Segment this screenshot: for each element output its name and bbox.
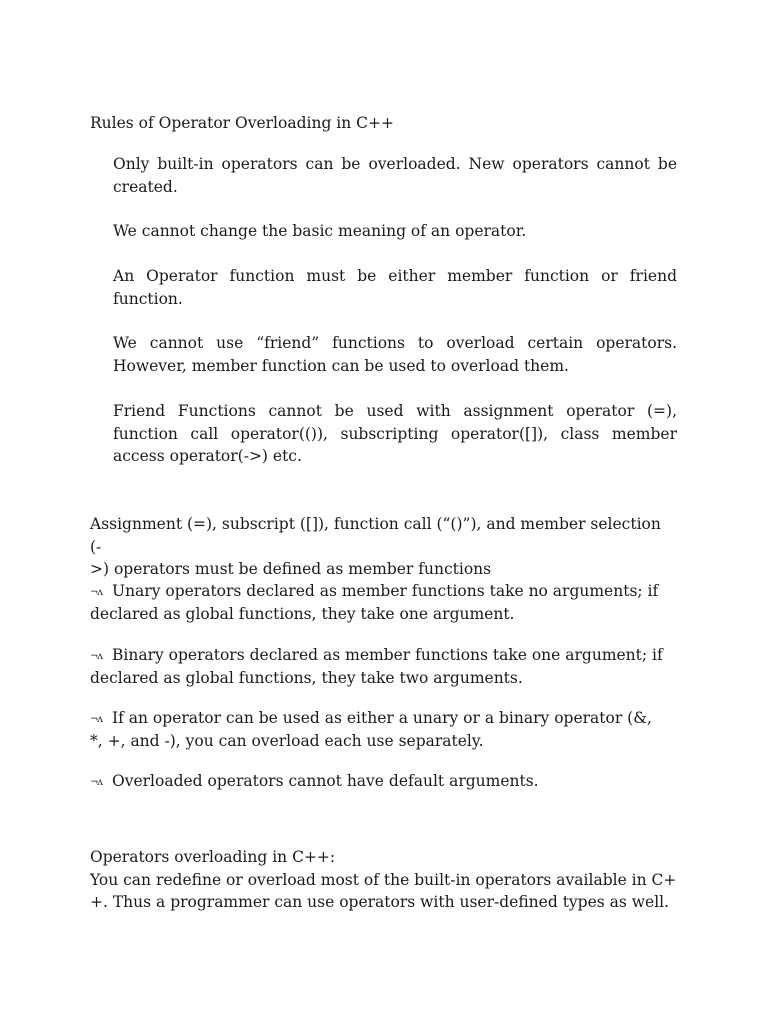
bullet-item — [90, 580, 680, 625]
assignment-note-line: >) operators must be defined as member functions — [90, 560, 492, 578]
rule-item: We cannot change the basic meaning of an operator. — [113, 222, 527, 240]
bullet-text-line: If an operator can be used as either a unary or a binary operator (&, — [112, 709, 652, 727]
document-title: Rules of Operator Overloading in C++ — [90, 114, 394, 132]
bullet-item — [90, 707, 680, 752]
bullet-text-line: declared as global functions, they take two arguments. — [90, 668, 523, 687]
bullet-item — [90, 644, 680, 689]
bullet-text-line: Binary operators declared as member functions take one argument; if — [112, 646, 663, 664]
bullet-text-line: Overloaded operators cannot have default arguments. — [112, 772, 539, 790]
section-text-line: You can redefine or overload most of the built-in operators available in C+ — [90, 870, 677, 889]
assignment-note — [90, 513, 675, 581]
section-heading: Operators overloading in C++: — [90, 848, 336, 866]
bullet-text-line: Unary operators declared as member functions take no arguments; if — [112, 582, 659, 600]
bullet-item — [90, 770, 680, 793]
rule-item: Friend Functions cannot be used with assignment operator (=), function call operator(()), subscripting operator([]), class member access operator(->) etc. — [113, 402, 677, 465]
bullet-mark-icon: ¬ʌ — [90, 777, 103, 788]
rule-item: An Operator function must be either member function or friend function. — [113, 267, 677, 308]
bullet-mark-icon: ¬ʌ — [90, 651, 103, 662]
operators-section — [90, 846, 685, 914]
bullet-text-line: declared as global functions, they take one argument. — [90, 604, 515, 623]
rule-item: We cannot use “friend” functions to overload certain operators. However, member function can be used to overload them. — [113, 334, 677, 375]
bullet-text-line: *, +, and -), you can overload each use separately. — [90, 731, 484, 750]
rule-item: Only built-in operators can be overloaded. New operators cannot be created. — [113, 155, 677, 196]
bullet-mark-icon: ¬ʌ — [90, 714, 103, 725]
section-text-line: +. Thus a programmer can use operators with user-defined types as well. — [90, 893, 670, 911]
bullet-mark-icon: ¬ʌ — [90, 587, 103, 598]
assignment-note-line: Assignment (=), subscript ([]), function call (“()”), and member selection (- — [90, 515, 661, 556]
